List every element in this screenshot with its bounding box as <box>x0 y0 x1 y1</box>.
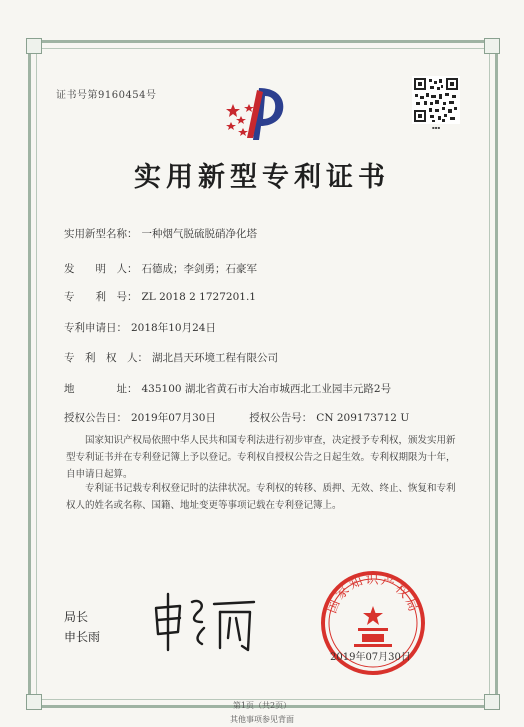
back-note: 其他事项参见背面 <box>230 715 294 724</box>
field-value: 435100 湖北省黄石市大冶市城西北工业园丰元路2号 <box>141 383 392 395</box>
field-patent-number <box>64 289 256 304</box>
statement-paragraph-2 <box>66 480 462 514</box>
qr-code-icon <box>412 76 460 130</box>
grant-date-value: 2019年07月30日 <box>131 412 216 424</box>
field-inventors <box>64 261 257 276</box>
field-patentee <box>64 350 278 365</box>
field-value: 湖北昌天环境工程有限公司 <box>152 352 278 364</box>
field-application-date <box>64 320 216 335</box>
director-signature <box>150 588 260 658</box>
patent-office-emblem <box>219 82 299 144</box>
page-indicator: 第1页（共2页） <box>232 701 292 710</box>
field-value: 石德成；李剑勇；石豪军 <box>141 263 257 275</box>
director-title: 局长 <box>64 610 89 624</box>
certificate-title: 实用新型专利证书 <box>134 162 390 193</box>
grant-number-value: CN 209173712 U <box>316 412 410 424</box>
seal-text: 国家知识产权局 <box>324 572 422 616</box>
field-value: ZL 2018 2 1727201.1 <box>141 291 256 303</box>
grant-date-label: 授权公告日： <box>64 412 127 424</box>
statement-paragraph-1 <box>66 432 462 483</box>
statement-text: 国家知识产权局依照中华人民共和国专利法进行初步审查，决定授予专利权，颁发实用新型专利证书并在专利登记簿上予以登记。专利权自授权公告之日起生效。专利权期限为十年，自申请日起算。 <box>66 435 456 480</box>
field-value: 2018年10月24日 <box>131 322 216 334</box>
director-name: 申长雨 <box>64 630 101 644</box>
field-label: 发 明 人： <box>64 263 138 275</box>
field-address <box>64 381 391 396</box>
field-value: 一种烟气脱硫脱硝净化塔 <box>141 228 257 240</box>
certificate-number: 证书号第9160454号 <box>56 90 157 101</box>
statement-text: 专利证书记载专利权登记时的法律状况。专利权的转移、质押、无效、终止、恢复和专利权人的姓名或名称、国籍、地址变更等事项记载在专利登记簿上。 <box>66 483 456 511</box>
field-label: 专 利 权 人： <box>64 352 148 364</box>
field-label: 实用新型名称： <box>64 228 138 240</box>
grant-number-label: 授权公告号： <box>249 412 313 424</box>
frame-corner <box>26 38 42 54</box>
frame-corner <box>484 38 500 54</box>
grant-info <box>64 410 409 425</box>
svg-text:▪▪▪: ▪▪▪ <box>431 125 441 130</box>
field-label: 专 利 号： <box>64 291 138 303</box>
field-label: 地 址： <box>64 383 138 395</box>
seal-date: 2019年07月30日 <box>330 652 411 663</box>
field-utility-model-name <box>64 226 257 241</box>
field-label: 专利申请日： <box>64 322 127 334</box>
